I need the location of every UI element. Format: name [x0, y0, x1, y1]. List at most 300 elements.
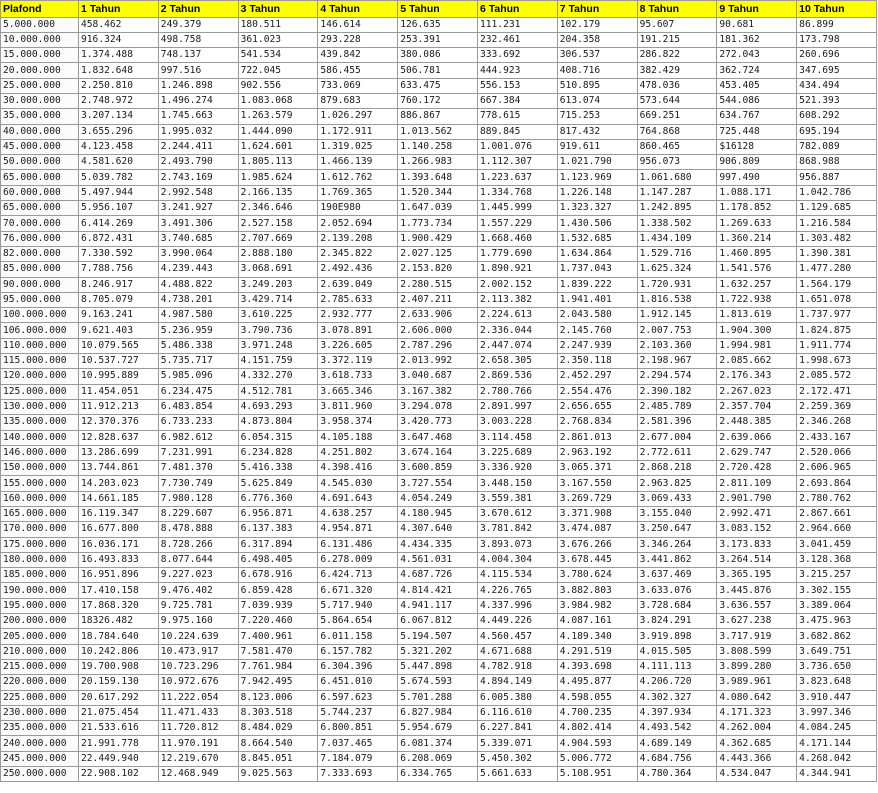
installment-cell: 1.737.043 [557, 262, 637, 277]
installment-cell: 5.339.071 [477, 736, 557, 751]
installment-cell: 7.481.370 [158, 461, 238, 476]
installment-cell: 6.011.158 [318, 629, 398, 644]
installment-cell: 126.635 [398, 17, 478, 32]
installment-cell: 1.216.584 [797, 216, 877, 231]
installment-cell: 5.321.202 [398, 644, 478, 659]
installment-cell: 8.246.917 [79, 277, 159, 292]
installment-cell: 5.006.772 [557, 751, 637, 766]
installment-cell: 4.449.226 [477, 614, 557, 629]
installment-cell: 3.003.228 [477, 415, 557, 430]
installment-cell: 4.171.323 [717, 705, 797, 720]
installment-cell: 7.039.939 [238, 598, 318, 613]
table-row [1, 185, 877, 200]
table-row [1, 384, 877, 399]
installment-cell: 3.559.381 [477, 491, 557, 506]
installment-cell: 2.166.135 [238, 185, 318, 200]
installment-cell: 2.493.790 [158, 155, 238, 170]
installment-cell: 2.964.660 [797, 522, 877, 537]
installment-cell: 1.745.663 [158, 109, 238, 124]
installment-cell: 6.678.916 [238, 568, 318, 583]
plafond-cell: 190.000.000 [1, 583, 79, 598]
installment-cell: 6.067.812 [398, 614, 478, 629]
installment-cell: 1.042.786 [797, 185, 877, 200]
installment-cell: 4.344.941 [797, 767, 877, 782]
installment-cell: 2.932.777 [318, 308, 398, 323]
installment-cell: 2.527.158 [238, 216, 318, 231]
plafond-cell: 170.000.000 [1, 522, 79, 537]
table-row [1, 139, 877, 154]
installment-cell: 1.445.999 [477, 201, 557, 216]
plafond-cell: 40.000.000 [1, 124, 79, 139]
installment-cell: 1.668.460 [477, 231, 557, 246]
installment-cell: 2.707.669 [238, 231, 318, 246]
plafond-cell: 210.000.000 [1, 644, 79, 659]
installment-cell: 2.811.109 [717, 476, 797, 491]
installment-cell: 2.447.074 [477, 338, 557, 353]
table-row [1, 231, 877, 246]
installment-cell: 13.744.861 [79, 461, 159, 476]
installment-cell: 1.994.981 [717, 338, 797, 353]
installment-cell: 1.061.680 [637, 170, 717, 185]
installment-cell: 4.693.293 [238, 399, 318, 414]
plafond-cell: 195.000.000 [1, 598, 79, 613]
installment-cell: 4.687.726 [398, 568, 478, 583]
installment-cell: 3.665.346 [318, 384, 398, 399]
installment-cell: 2.350.118 [557, 354, 637, 369]
installment-cell: 2.345.822 [318, 246, 398, 261]
installment-cell: 2.052.694 [318, 216, 398, 231]
installment-cell: 1.985.624 [238, 170, 318, 185]
installment-cell: 1.246.898 [158, 78, 238, 93]
installment-cell: 293.228 [318, 32, 398, 47]
table-row [1, 751, 877, 766]
installment-cell: 2.103.360 [637, 338, 717, 353]
installment-cell: 8.123.006 [238, 690, 318, 705]
installment-cell: 4.206.720 [637, 675, 717, 690]
installment-cell: 306.537 [557, 48, 637, 63]
table-row [1, 736, 877, 751]
installment-cell: 556.153 [477, 78, 557, 93]
installment-cell: 4.397.934 [637, 705, 717, 720]
installment-cell: 4.512.781 [238, 384, 318, 399]
installment-cell: 95.607 [637, 17, 717, 32]
installment-cell: 1.226.148 [557, 185, 637, 200]
installment-cell: 4.171.144 [797, 736, 877, 751]
header-3-tahun: 3 Tahun [238, 1, 318, 18]
table-row [1, 476, 877, 491]
installment-cell: 16.951.896 [79, 568, 159, 583]
plafond-cell: 15.000.000 [1, 48, 79, 63]
installment-cell: 3.226.605 [318, 338, 398, 353]
installment-cell: 1.140.258 [398, 139, 478, 154]
installment-cell: 5.194.507 [398, 629, 478, 644]
installment-cell: 17.868.320 [79, 598, 159, 613]
installment-cell: 2.780.766 [477, 384, 557, 399]
installment-cell: 764.868 [637, 124, 717, 139]
installment-cell: 3.250.647 [637, 522, 717, 537]
header-7-tahun: 7 Tahun [557, 1, 637, 18]
plafond-cell: 220.000.000 [1, 675, 79, 690]
installment-cell: 10.972.676 [158, 675, 238, 690]
installment-cell: 2.357.704 [717, 399, 797, 414]
header-2-tahun: 2 Tahun [158, 1, 238, 18]
installment-cell: 2.176.343 [717, 369, 797, 384]
header-plafond: Plafond [1, 1, 79, 18]
installment-cell: 902.556 [238, 78, 318, 93]
installment-cell: 4.738.201 [158, 292, 238, 307]
table-row [1, 170, 877, 185]
installment-cell: 3.781.842 [477, 522, 557, 537]
installment-cell: 6.800.851 [318, 721, 398, 736]
installment-cell: 102.179 [557, 17, 637, 32]
table-row [1, 216, 877, 231]
installment-cell: 2.244.411 [158, 139, 238, 154]
table-row [1, 690, 877, 705]
installment-cell: 3.069.433 [637, 491, 717, 506]
installment-cell: 408.716 [557, 63, 637, 78]
installment-cell: 2.748.972 [79, 93, 159, 108]
installment-cell: 2.768.834 [557, 415, 637, 430]
installment-cell: 3.808.599 [717, 644, 797, 659]
installment-cell: 3.736.650 [797, 659, 877, 674]
installment-cell: 4.393.698 [557, 659, 637, 674]
installment-cell: 2.407.211 [398, 292, 478, 307]
plafond-cell: 180.000.000 [1, 552, 79, 567]
installment-cell: 2.485.789 [637, 399, 717, 414]
installment-cell: 4.251.802 [318, 445, 398, 460]
installment-cell: 1.941.401 [557, 292, 637, 307]
installment-cell: 3.824.291 [637, 614, 717, 629]
plafond-cell: 120.000.000 [1, 369, 79, 384]
installment-cell: 4.226.765 [477, 583, 557, 598]
installment-cell: 2.693.864 [797, 476, 877, 491]
installment-cell: 1.223.637 [477, 170, 557, 185]
installment-cell: 4.802.414 [557, 721, 637, 736]
plafond-cell: 225.000.000 [1, 690, 79, 705]
installment-cell: 3.065.371 [557, 461, 637, 476]
installment-cell: 2.346.646 [238, 201, 318, 216]
installment-cell: 1.624.601 [238, 139, 318, 154]
installment-cell: 1.720.931 [637, 277, 717, 292]
installment-cell: 8.077.644 [158, 552, 238, 567]
installment-cell: 1.334.768 [477, 185, 557, 200]
installment-cell: 3.740.685 [158, 231, 238, 246]
installment-cell: 3.811.960 [318, 399, 398, 414]
installment-cell: 4.561.031 [398, 552, 478, 567]
plafond-cell: 115.000.000 [1, 354, 79, 369]
installment-cell: 1.900.429 [398, 231, 478, 246]
installment-cell: 3.475.963 [797, 614, 877, 629]
table-row [1, 277, 877, 292]
installment-cell: 667.384 [477, 93, 557, 108]
installment-cell: 4.488.822 [158, 277, 238, 292]
plafond-cell: 160.000.000 [1, 491, 79, 506]
installment-cell: 16.493.833 [79, 552, 159, 567]
installment-cell: 1.123.969 [557, 170, 637, 185]
installment-cell: 5.497.944 [79, 185, 159, 200]
installment-cell: 4.111.113 [637, 659, 717, 674]
installment-cell: 5.744.237 [318, 705, 398, 720]
plafond-cell: 85.000.000 [1, 262, 79, 277]
installment-cell: 634.767 [717, 109, 797, 124]
installment-cell: 9.227.023 [158, 568, 238, 583]
installment-cell: 3.893.073 [477, 537, 557, 552]
installment-cell: 2.554.476 [557, 384, 637, 399]
plafond-cell: 100.000.000 [1, 308, 79, 323]
header-1-tahun: 1 Tahun [79, 1, 159, 18]
installment-cell: 7.788.756 [79, 262, 159, 277]
installment-cell: 10.079.565 [79, 338, 159, 353]
installment-cell: 10.995.889 [79, 369, 159, 384]
installment-cell: 3.445.876 [717, 583, 797, 598]
installment-cell: 2.963.192 [557, 445, 637, 460]
installment-cell: 3.346.264 [637, 537, 717, 552]
installment-cell: 1.430.506 [557, 216, 637, 231]
installment-cell: 6.227.841 [477, 721, 557, 736]
installment-cell: 382.429 [637, 63, 717, 78]
table-row [1, 338, 877, 353]
installment-cell: 3.627.238 [717, 614, 797, 629]
table-row [1, 552, 877, 567]
installment-cell: 1.779.690 [477, 246, 557, 261]
installment-cell: 2.043.580 [557, 308, 637, 323]
plafond-cell: 60.000.000 [1, 185, 79, 200]
table-row [1, 675, 877, 690]
installment-cell: 1.904.300 [717, 323, 797, 338]
installment-cell: 4.434.335 [398, 537, 478, 552]
installment-cell: 4.671.688 [477, 644, 557, 659]
installment-cell: 6.131.486 [318, 537, 398, 552]
installment-cell: 916.324 [79, 32, 159, 47]
installment-cell: 608.292 [797, 109, 877, 124]
installment-cell: 889.845 [477, 124, 557, 139]
installment-cell: 1.477.280 [797, 262, 877, 277]
installment-cell: 3.997.346 [797, 705, 877, 720]
installment-cell: 6.208.069 [398, 751, 478, 766]
installment-cell: 1.263.579 [238, 109, 318, 124]
table-row [1, 491, 877, 506]
installment-cell: 669.251 [637, 109, 717, 124]
installment-cell: 4.398.416 [318, 461, 398, 476]
installment-cell: 5.717.940 [318, 598, 398, 613]
installment-cell: 2.787.296 [398, 338, 478, 353]
installment-cell: 2.113.382 [477, 292, 557, 307]
installment-cell: 111.231 [477, 17, 557, 32]
installment-cell: 2.267.023 [717, 384, 797, 399]
installment-cell: 4.105.188 [318, 430, 398, 445]
installment-cell: 5.701.288 [398, 690, 478, 705]
installment-cell: 1.722.938 [717, 292, 797, 307]
installment-cell: 20.159.130 [79, 675, 159, 690]
installment-cell: 4.115.534 [477, 568, 557, 583]
installment-cell: 3.167.382 [398, 384, 478, 399]
installment-cell: 16.677.800 [79, 522, 159, 537]
installment-cell: 6.451.010 [318, 675, 398, 690]
installment-cell: 3.636.557 [717, 598, 797, 613]
installment-cell: 3.717.919 [717, 629, 797, 644]
installment-cell: 444.923 [477, 63, 557, 78]
plafond-cell: 82.000.000 [1, 246, 79, 261]
installment-cell: 16.036.171 [79, 537, 159, 552]
installment-cell: 3.919.898 [637, 629, 717, 644]
installment-cell: 2.027.125 [398, 246, 478, 261]
installment-cell: 7.037.465 [318, 736, 398, 751]
table-row [1, 461, 877, 476]
installment-cell: 3.780.624 [557, 568, 637, 583]
installment-cell: 4.598.055 [557, 690, 637, 705]
plafond-cell: 135.000.000 [1, 415, 79, 430]
installment-cell: 3.984.982 [557, 598, 637, 613]
installment-cell: 146.614 [318, 17, 398, 32]
installment-cell: 10.224.639 [158, 629, 238, 644]
installment-cell: 204.358 [557, 32, 637, 47]
installment-cell: 10.537.727 [79, 354, 159, 369]
installment-cell: 12.370.376 [79, 415, 159, 430]
installment-cell: 4.545.030 [318, 476, 398, 491]
plafond-cell: 215.000.000 [1, 659, 79, 674]
installment-cell: 4.302.327 [637, 690, 717, 705]
installment-cell: 1.393.648 [398, 170, 478, 185]
installment-cell: 3.294.078 [398, 399, 478, 414]
installment-cell: 3.910.447 [797, 690, 877, 705]
installment-cell: 2.629.747 [717, 445, 797, 460]
installment-cell: 573.644 [637, 93, 717, 108]
installment-cell: 3.882.803 [557, 583, 637, 598]
header-4-tahun: 4 Tahun [318, 1, 398, 18]
installment-cell: 3.114.458 [477, 430, 557, 445]
plafond-cell: 106.000.000 [1, 323, 79, 338]
installment-cell: 3.989.961 [717, 675, 797, 690]
installment-cell: 541.534 [238, 48, 318, 63]
installment-cell: 4.780.364 [637, 767, 717, 782]
table-row [1, 93, 877, 108]
installment-cell: 5.416.338 [238, 461, 318, 476]
installment-cell: 1.083.068 [238, 93, 318, 108]
installment-cell: 10.723.296 [158, 659, 238, 674]
installment-cell: 2.869.536 [477, 369, 557, 384]
installment-cell: 906.809 [717, 155, 797, 170]
installment-cell: 2.452.297 [557, 369, 637, 384]
installment-cell: 3.167.550 [557, 476, 637, 491]
installment-cell: 7.330.592 [79, 246, 159, 261]
installment-cell: 4.581.620 [79, 155, 159, 170]
installment-cell: 1.266.983 [398, 155, 478, 170]
installment-cell: 4.291.519 [557, 644, 637, 659]
installment-cell: 2.606.965 [797, 461, 877, 476]
installment-cell: 9.025.563 [238, 767, 318, 782]
installment-cell: 4.814.421 [398, 583, 478, 598]
installment-cell: 3.302.155 [797, 583, 877, 598]
installment-cell: 1.737.977 [797, 308, 877, 323]
installment-cell: 2.294.574 [637, 369, 717, 384]
installment-cell: 1.338.502 [637, 216, 717, 231]
plafond-cell: 10.000.000 [1, 32, 79, 47]
table-row [1, 323, 877, 338]
installment-cell: 2.139.208 [318, 231, 398, 246]
installment-cell: 8.229.607 [158, 507, 238, 522]
installment-cell: 6.081.374 [398, 736, 478, 751]
installment-cell: 1.998.673 [797, 354, 877, 369]
installment-cell: 6.956.871 [238, 507, 318, 522]
installment-cell: 2.013.992 [398, 354, 478, 369]
table-row [1, 17, 877, 32]
installment-cell: 3.728.684 [637, 598, 717, 613]
plafond-cell: 90.000.000 [1, 277, 79, 292]
installment-cell: 2.224.613 [477, 308, 557, 323]
installment-cell: 1.360.214 [717, 231, 797, 246]
installment-cell: 3.155.040 [637, 507, 717, 522]
installment-cell: 6.317.894 [238, 537, 318, 552]
installment-cell: 3.128.368 [797, 552, 877, 567]
plafond-cell: 185.000.000 [1, 568, 79, 583]
installment-cell: 21.533.616 [79, 721, 159, 736]
installment-cell: 3.068.691 [238, 262, 318, 277]
table-row [1, 201, 877, 216]
installment-cell: 232.461 [477, 32, 557, 47]
installment-cell: 2.639.066 [717, 430, 797, 445]
installment-cell: 20.617.292 [79, 690, 159, 705]
installment-cell: 5.864.654 [318, 614, 398, 629]
installment-cell: 2.901.790 [717, 491, 797, 506]
installment-cell: 5.039.782 [79, 170, 159, 185]
installment-cell: 3.823.648 [797, 675, 877, 690]
plafond-cell: 146.000.000 [1, 445, 79, 460]
plafond-cell: 76.000.000 [1, 231, 79, 246]
installment-cell: 453.405 [717, 78, 797, 93]
installment-cell: 6.334.765 [398, 767, 478, 782]
table-row [1, 155, 877, 170]
installment-cell: 1.816.538 [637, 292, 717, 307]
installment-cell: 2.992.471 [717, 507, 797, 522]
installment-cell: 1.824.875 [797, 323, 877, 338]
installment-cell: 2.633.906 [398, 308, 478, 323]
plafond-cell: 65.000.000 [1, 170, 79, 185]
installment-cell: 6.872.431 [79, 231, 159, 246]
installment-cell: 1.001.076 [477, 139, 557, 154]
installment-cell: 5.625.849 [238, 476, 318, 491]
installment-cell: 2.007.753 [637, 323, 717, 338]
plafond-cell: 125.000.000 [1, 384, 79, 399]
installment-cell: 633.475 [398, 78, 478, 93]
installment-cell: 733.069 [318, 78, 398, 93]
plafond-cell: 165.000.000 [1, 507, 79, 522]
installment-cell: 191.215 [637, 32, 717, 47]
installment-cell: 7.231.991 [158, 445, 238, 460]
table-row [1, 32, 877, 47]
installment-cell: 3.249.203 [238, 277, 318, 292]
installment-cell: 778.615 [477, 109, 557, 124]
header-6-tahun: 6 Tahun [477, 1, 557, 18]
installment-cell: 3.618.733 [318, 369, 398, 384]
installment-cell: 4.560.457 [477, 629, 557, 644]
installment-cell: 4.941.117 [398, 598, 478, 613]
installment-cell: 1.632.257 [717, 277, 797, 292]
installment-cell: 8.664.540 [238, 736, 318, 751]
installment-cell: 4.151.759 [238, 354, 318, 369]
installment-cell: 19.700.908 [79, 659, 159, 674]
installment-cell: 2.346.268 [797, 415, 877, 430]
table-body [1, 17, 877, 782]
installment-cell: 9.725.781 [158, 598, 238, 613]
installment-cell: 1.088.171 [717, 185, 797, 200]
installment-cell: 4.189.340 [557, 629, 637, 644]
header-5-tahun: 5 Tahun [398, 1, 478, 18]
installment-cell: 3.958.374 [318, 415, 398, 430]
installment-cell: 2.743.169 [158, 170, 238, 185]
installment-cell: 3.215.257 [797, 568, 877, 583]
plafond-cell: 140.000.000 [1, 430, 79, 445]
installment-cell: 1.021.790 [557, 155, 637, 170]
